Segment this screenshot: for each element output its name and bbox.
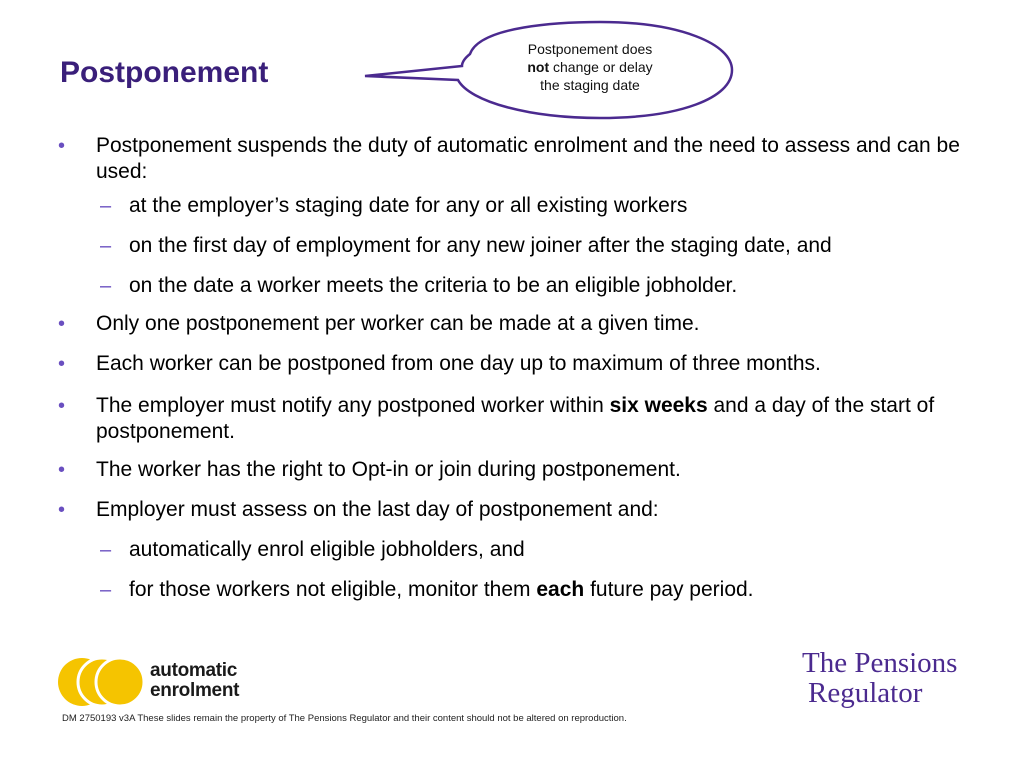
callout-line-2 — [455, 58, 725, 76]
bullet-item — [58, 311, 1008, 337]
callout-line-1: Postponement does — [527, 41, 653, 57]
callout-line-2-rest: change or delay — [549, 59, 653, 75]
sub-bullet-item — [58, 193, 1008, 219]
dash-marker: – — [100, 235, 112, 257]
sub-bullet-text: on the first day of employment for any new joiner after the staging date, and — [129, 234, 832, 257]
ae-line-2: enrolment — [150, 680, 240, 701]
dash-marker: – — [100, 539, 112, 561]
automatic-enrolment-wordmark — [150, 661, 239, 701]
dash-marker: – — [100, 579, 112, 601]
bullet-text: The worker has the right to Opt-in or join during postponement. — [96, 458, 681, 481]
bullet-text-pre: The employer must notify any postponed worker within — [96, 394, 610, 417]
footer-disclaimer: DM 2750193 v3A These slides remain the property of The Pensions Regulator and their content should not be altered on reproduction. — [62, 713, 627, 724]
tpr-line-2: Regulator — [808, 677, 923, 709]
bullet-marker: • — [58, 499, 66, 521]
bullet-marker: • — [58, 353, 66, 375]
callout-bold-not: not — [527, 59, 550, 75]
sub-bullet-text: automatically enrol eligible jobholders, and — [129, 538, 525, 561]
bullet-item — [58, 457, 1008, 483]
bullet-item — [58, 393, 1008, 445]
sub-bullet-text: on the date a worker meets the criteria to be an eligible jobholder. — [129, 274, 738, 297]
bullet-item — [58, 497, 1008, 523]
bullet-text-post: and a day of the start of postponement. — [96, 394, 935, 443]
bullet-marker: • — [58, 313, 66, 335]
sub-bullet-text-pre: for those workers not eligible, monitor them — [129, 578, 537, 601]
sub-bullet-item — [58, 233, 1008, 259]
overlapping-circles-icon — [58, 655, 146, 709]
sub-bullet-item — [58, 537, 1008, 563]
pensions-regulator-logo — [802, 648, 957, 708]
bullet-marker: • — [58, 135, 66, 157]
bullet-item — [58, 351, 1008, 377]
callout-text — [455, 40, 725, 94]
bullet-text: Postponement suspends the duty of automatic enrolment and the need to assess and can be used: — [96, 134, 960, 183]
ae-line-1: automatic — [150, 660, 238, 681]
bullet-text-bold: six weeks — [609, 394, 708, 417]
bullet-text: Only one postponement per worker can be made at a given time. — [96, 312, 700, 335]
sub-bullet-item — [58, 577, 1008, 603]
callout-line-3: the staging date — [540, 77, 640, 93]
bullet-marker: • — [58, 459, 66, 481]
tpr-line-1: The Pensions — [802, 647, 958, 679]
dash-marker: – — [100, 275, 112, 297]
bullet-marker: • — [58, 395, 66, 417]
bullet-list — [58, 133, 1008, 603]
sub-bullet-text-post: future pay period. — [584, 578, 754, 601]
sub-bullet-item — [58, 273, 1008, 299]
sub-bullet-text-bold: each — [536, 578, 585, 601]
bullet-text: Employer must assess on the last day of postponement and: — [96, 498, 659, 521]
automatic-enrolment-logo — [58, 655, 268, 709]
bullet-item — [58, 133, 1008, 185]
sub-bullet-text: at the employer’s staging date for any or all existing workers — [129, 194, 688, 217]
dash-marker: – — [100, 195, 112, 217]
slide-title: Postponement — [60, 56, 269, 89]
bullet-text: Each worker can be postponed from one day up to maximum of three months. — [96, 352, 821, 375]
logo-circle-3 — [96, 658, 144, 706]
